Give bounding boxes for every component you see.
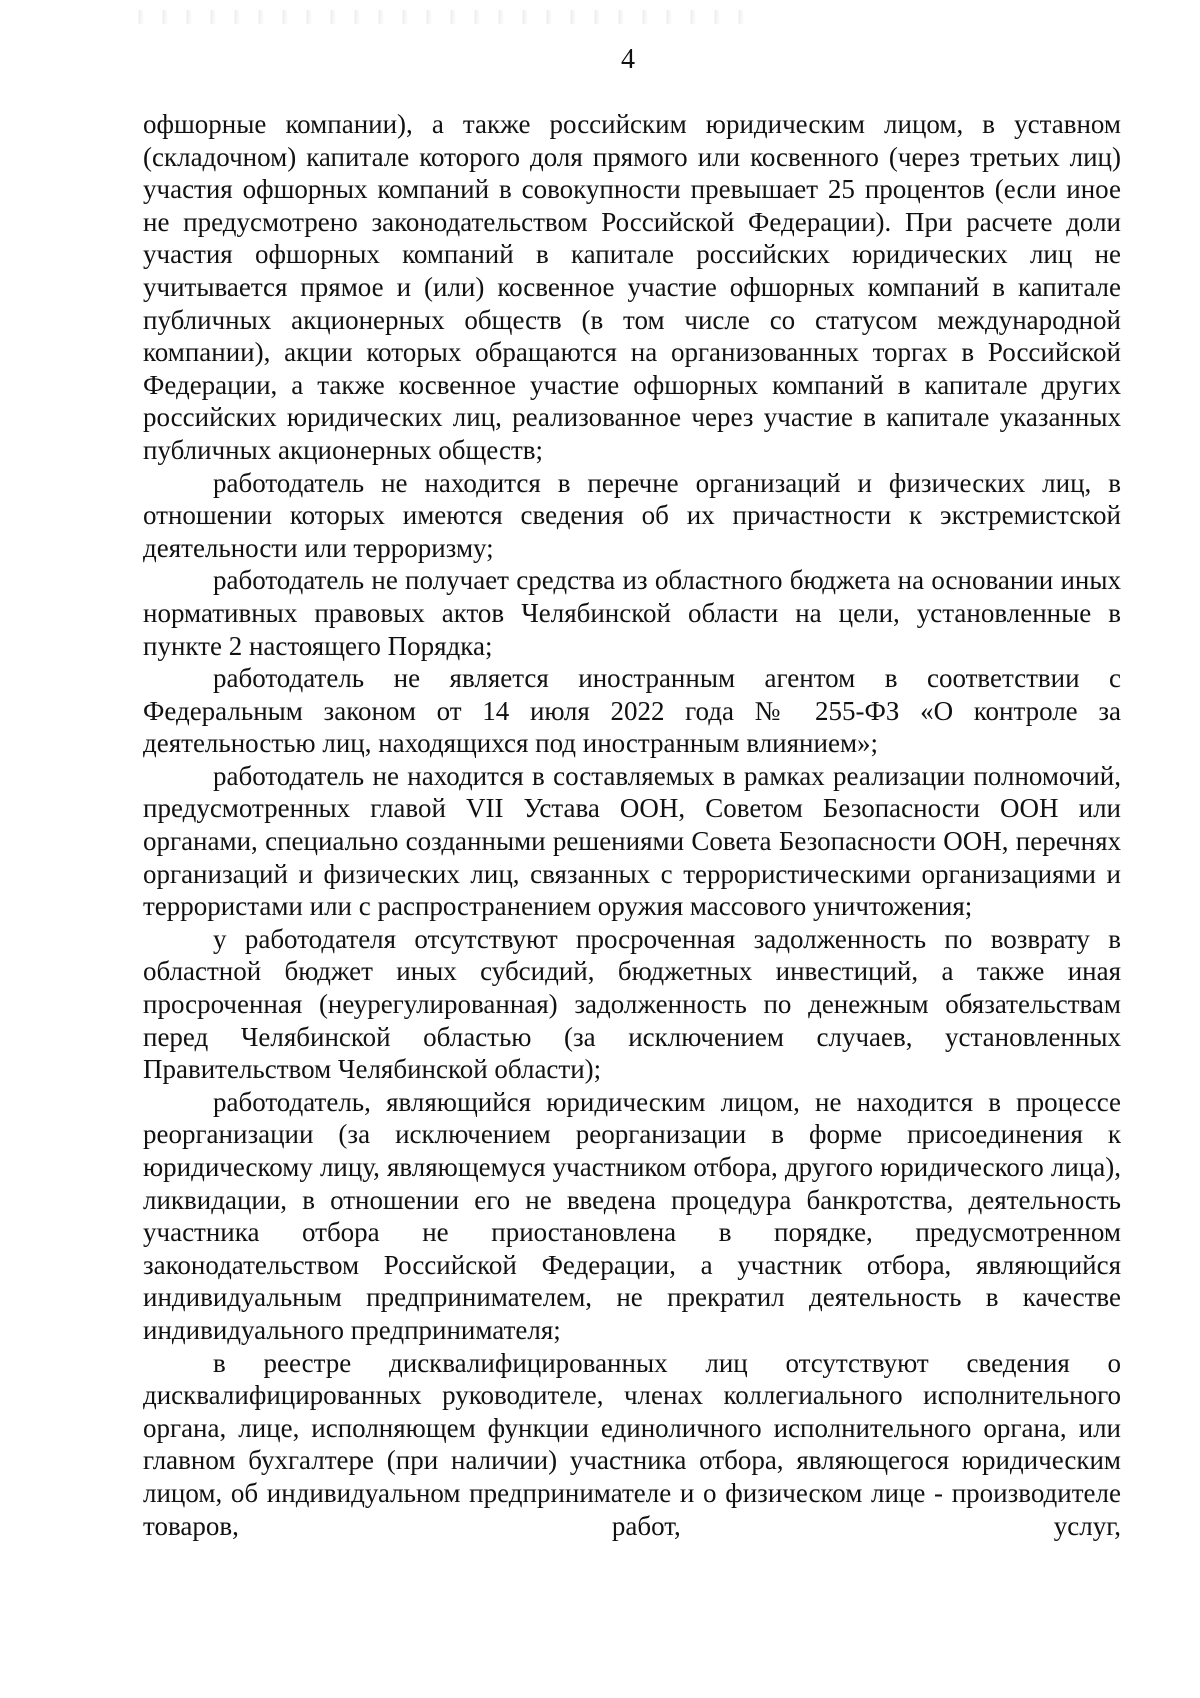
page-number: 4	[621, 44, 635, 75]
paragraph-debt: у работодателя отсутствуют просроченная задолженность по возврату в областной бюджет иных субсидий, бюджетных инвестиций, а также иная просроченная (неурегулированная) задолженность по денежным обязательствам перед Челябинской областью (за исключением случаев, установленных Правительством Челябинской области);	[143, 923, 1121, 1085]
paragraph-foreign-agent: работодатель не является иностранным агентом в соответствии с Федеральным законом от 14 июля 2022 года № 255-ФЗ «О контроле за деятельностью лиц, находящихся под иностранным влиянием»;	[143, 663, 1121, 759]
paragraph-disqualified-registry: в реестре дисквалифицированных лиц отсутствуют сведения о дисквалифицированных руководителе, членах коллегиального исполнительного органа, лице, исполняющем функции единоличного исполнительного органа, или главном бухгалтере (при наличии) участника отбора, являющегося юридическим лицом, об индивидуальном предпринимателе и о физическом лице - производителе товаров, работ, услуг,	[143, 1347, 1121, 1541]
paragraph-un-lists: работодатель не находится в составляемых в рамках реализации полномочий, предусмотренных главой VII Устава ООН, Советом Безопасности ООН или органами, специально созданными решениями Совета Безопасности ООН, перечнях организаций и физических лиц, связанных с террористическими организациями и террористами или с распространением оружия массового уничтожения;	[143, 760, 1121, 922]
paragraph-offshore: офшорные компании), а также российским юридическим лицом, в уставном (складочном) капитале которого доля прямого или косвенного (через третьих лиц) участия офшорных компаний в совокупности превышает 25 процентов (если иное не предусмотрено законодательством Российской Федерации). При расчете доли участия офшорных компаний в капитале российских юридических лиц не учитывается прямое и (или) косвенное участие офшорных компаний в капитале публичных акционерных обществ (в том числе со статусом международной компании), акции которых обращаются на организованных торгах в Российской Федерации, а также косвенное участие офшорных компаний в капитале других российских юридических лиц, реализованное через участие в капитале указанных публичных акционерных обществ;	[143, 109, 1121, 465]
paragraph-reorganization: работодатель, являющийся юридическим лицом, не находится в процессе реорганизации (за исключением реорганизации в форме присоединения к юридическому лицу, являющемуся участником отбора, другого юридического лица), ликвидации, в отношении его не введена процедура банкротства, деятельность участника отбора не приостановлена в порядке, предусмотренном законодательством Российской Федерации, а участник отбора, являющийся индивидуальным предпринимателем, не прекратил деятельность в качестве индивидуального предпринимателя;	[143, 1086, 1121, 1345]
paragraph-extremism: работодатель не находится в перечне организаций и физических лиц, в отношении которых имеются сведения об их причастности к экстремистской деятельности или терроризму;	[143, 467, 1121, 563]
paragraph-budget-funds: работодатель не получает средства из областного бюджета на основании иных нормативных правовых актов Челябинской области на цели, установленные в пункте 2 настоящего Порядка;	[143, 565, 1121, 661]
document-body	[143, 108, 1121, 1542]
scan-artifact	[120, 10, 760, 24]
